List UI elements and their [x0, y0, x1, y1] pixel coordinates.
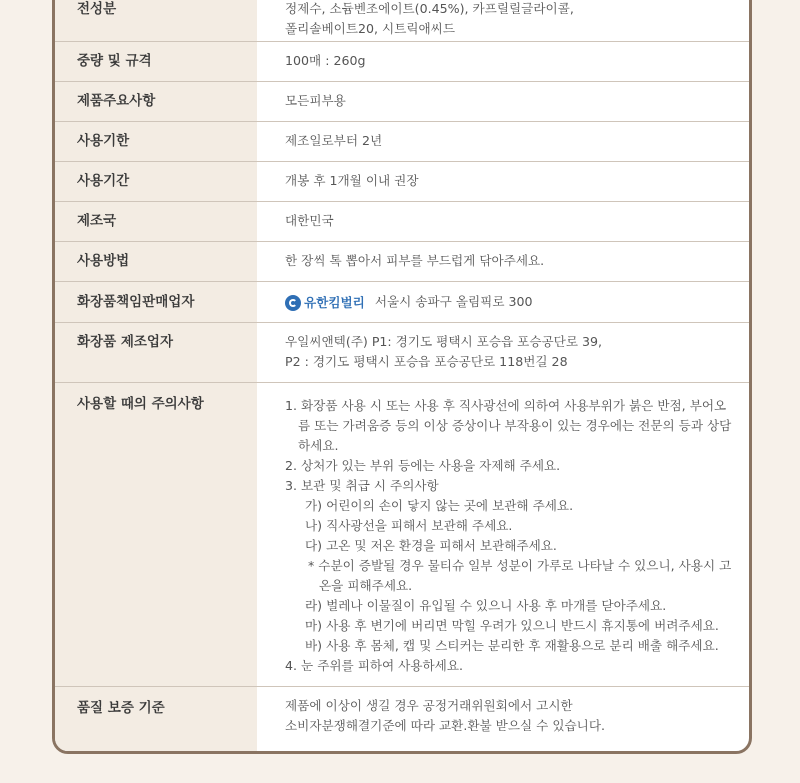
row-label: 화장품책임판매업자 [77, 294, 195, 310]
table-row-ingredients [55, 0, 749, 42]
row-value [257, 382, 749, 686]
table-row-manufacturer [55, 322, 749, 383]
row-label: 사용기간 [77, 173, 130, 189]
row-value: 대한민국 [285, 213, 334, 228]
row-label: 전성분 [77, 1, 117, 17]
list-item: 나) 직사광선을 피해서 보관해 주세요. [305, 518, 513, 533]
list-item: 라) 벌레나 이물질이 유입될 수 있으니 사용 후 마개를 닫아주세요. [305, 598, 667, 613]
table-row-expiry [55, 121, 749, 162]
table-row-distributor [55, 281, 749, 323]
row-label: 화장품 제조업자 [77, 334, 173, 350]
list-item: 1. 화장품 사용 시 또는 사용 후 직사광선에 의하여 사용부위가 붉은 반점, 부어오름 또는 가려움증 등의 이상 증상이나 부작용이 있는 경우에는 전문의 등과 상담하세요. [285, 398, 732, 453]
yuhan-kimberly-logo: 유한킴벌리 [285, 293, 365, 313]
row-label: 품질 보증 기준 [77, 700, 165, 716]
row-label: 사용할 때의 주의사항 [77, 396, 204, 412]
list-item: 3. 보관 및 취급 시 주의사항 [285, 478, 439, 493]
row-value: 제조일로부터 2년 [285, 133, 383, 148]
list-item: 가) 어린이의 손이 닿지 않는 곳에 보관해 주세요. [305, 498, 574, 513]
precaution-list [285, 396, 733, 676]
row-value: 제품에 이상이 생길 경우 공정거래위원회에서 고시한 소비자분쟁해결기준에 따라 교환.환불 받으실 수 있습니다. [285, 698, 605, 733]
yuhan-kimberly-logo-icon [285, 295, 301, 311]
table-row-precautions [55, 382, 749, 687]
table-row-usage-period [55, 161, 749, 202]
row-value: 한 장씩 톡 뽑아서 피부를 부드럽게 닦아주세요. [285, 253, 545, 268]
table-row-skin-type [55, 81, 749, 122]
row-label: 제조국 [77, 213, 117, 229]
list-item: 마) 사용 후 변기에 버리면 막힐 우려가 있으니 반드시 휴지통에 버려주세요. [305, 618, 719, 633]
table-row-how-to-use [55, 241, 749, 282]
list-item: 다) 고온 및 저온 환경을 피해서 보관해주세요. [305, 538, 557, 553]
table-row-weight [55, 41, 749, 82]
row-value: 유한킴벌리 서울시 송파구 올림픽로 300 [257, 281, 749, 322]
row-value: 우일씨앤텍(주) P1: 경기도 평택시 포승읍 포승공단로 39, P2 : 경기도 평택시 포승읍 포승공단로 118번길 28 [285, 334, 603, 369]
product-info-table [52, 0, 752, 754]
list-item: 4. 눈 주위를 피하여 사용하세요. [285, 658, 464, 673]
table-row-country [55, 201, 749, 242]
row-label: 제품주요사항 [77, 93, 156, 109]
row-value: 모든피부용 [285, 93, 346, 108]
row-value: 개봉 후 1개월 이내 권장 [285, 173, 419, 188]
row-label: 사용방법 [77, 253, 130, 269]
list-item: 2. 상처가 있는 부위 등에는 사용을 자제해 주세요. [285, 458, 561, 473]
row-value: 100매 : 260g [285, 53, 366, 68]
row-label: 중량 및 규격 [77, 53, 152, 69]
table-row-quality-guarantee [55, 686, 749, 751]
list-item: * 수분이 증발될 경우 물티슈 일부 성분이 가루로 나타날 수 있으니, 사용시 고온을 피해주세요. [308, 558, 732, 593]
row-label: 사용기한 [77, 133, 130, 149]
list-item: 바) 사용 후 몸체, 캡 및 스티커는 분리한 후 재활용으로 분리 배출 해주세요. [305, 638, 719, 653]
row-value: 정제수, 소듐벤조에이트(0.45%), 카프릴릴글라이콜, 폴리솔베이트20, 시트릭애씨드 [285, 1, 574, 36]
